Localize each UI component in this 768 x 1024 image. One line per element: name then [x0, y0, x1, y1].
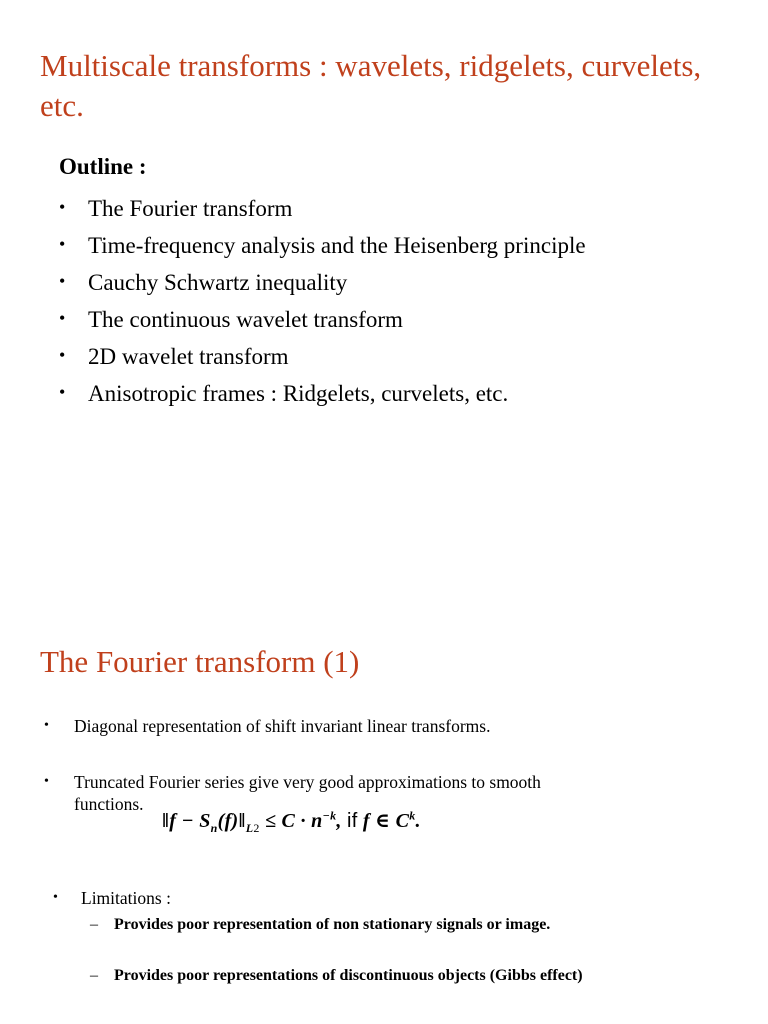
bullet-diagonal-representation [44, 715, 491, 737]
outline-item-label: The continuous wavelet transform [88, 307, 403, 332]
bullet-text: Diagonal representation of shift invariant linear transforms. [74, 716, 491, 736]
outline-item [59, 338, 586, 375]
bullet-text: Limitations : [81, 888, 171, 908]
sub-item-discontinuous [90, 966, 583, 986]
dash-icon: – [90, 916, 98, 933]
bullet-icon: • [59, 382, 66, 402]
formula-part: k [409, 808, 416, 823]
bullet-icon: • [59, 197, 66, 217]
bullet-limitations [53, 887, 171, 909]
bullet-icon: • [59, 271, 66, 291]
slide-2-title: The Fourier transform (1) [40, 644, 360, 679]
outline-heading: Outline : [59, 154, 147, 179]
formula-part: ‖f − S [162, 810, 211, 832]
outline-list [59, 190, 586, 412]
outline-item [59, 190, 586, 227]
approximation-formula [162, 808, 421, 836]
outline-item-label: Time-frequency analysis and the Heisenberg principle [88, 233, 586, 258]
bullet-icon: • [44, 718, 49, 733]
formula-part: n [210, 821, 218, 835]
formula-part: (f)‖ [217, 810, 246, 832]
outline-item-label: Cauchy Schwartz inequality [88, 270, 348, 295]
outline-item-label: The Fourier transform [88, 196, 293, 221]
bullet-icon: • [59, 308, 66, 328]
outline-item [59, 264, 586, 301]
slide-1-title: Multiscale transforms : wavelets, ridgelets, curvelets, etc. [40, 48, 702, 123]
bullet-text-line-2: functions. [74, 794, 144, 814]
dash-icon: – [90, 967, 98, 984]
formula-part: , [336, 810, 347, 832]
outline-item [59, 227, 586, 264]
slide-2 [0, 512, 768, 1024]
outline-item-label: Anisotropic frames : Ridgelets, curvelets, etc. [88, 381, 509, 406]
sub-item-non-stationary [90, 915, 551, 935]
bullet-icon: • [53, 890, 58, 905]
sub-item-text: Provides poor representation of non stationary signals or image. [114, 916, 551, 933]
formula-part: if [347, 810, 358, 832]
formula-part: f ∈ C [357, 810, 410, 832]
sub-item-text: Provides poor representations of discontinuous objects (Gibbs effect) [114, 967, 583, 984]
bullet-icon: • [59, 345, 66, 365]
bullet-icon: • [44, 774, 49, 789]
formula-part: L [245, 821, 254, 835]
bullet-icon: • [59, 234, 66, 254]
formula-part: 2 [253, 821, 260, 835]
formula-part: ≤ C · n [259, 810, 323, 832]
outline-item-label: 2D wavelet transform [88, 344, 289, 369]
outline-item [59, 375, 586, 412]
bullet-text-line-1: Truncated Fourier series give very good approximations to smooth [74, 772, 541, 792]
formula-part: . [415, 810, 421, 832]
formula-part: −k [322, 808, 337, 823]
outline-item [59, 301, 586, 338]
